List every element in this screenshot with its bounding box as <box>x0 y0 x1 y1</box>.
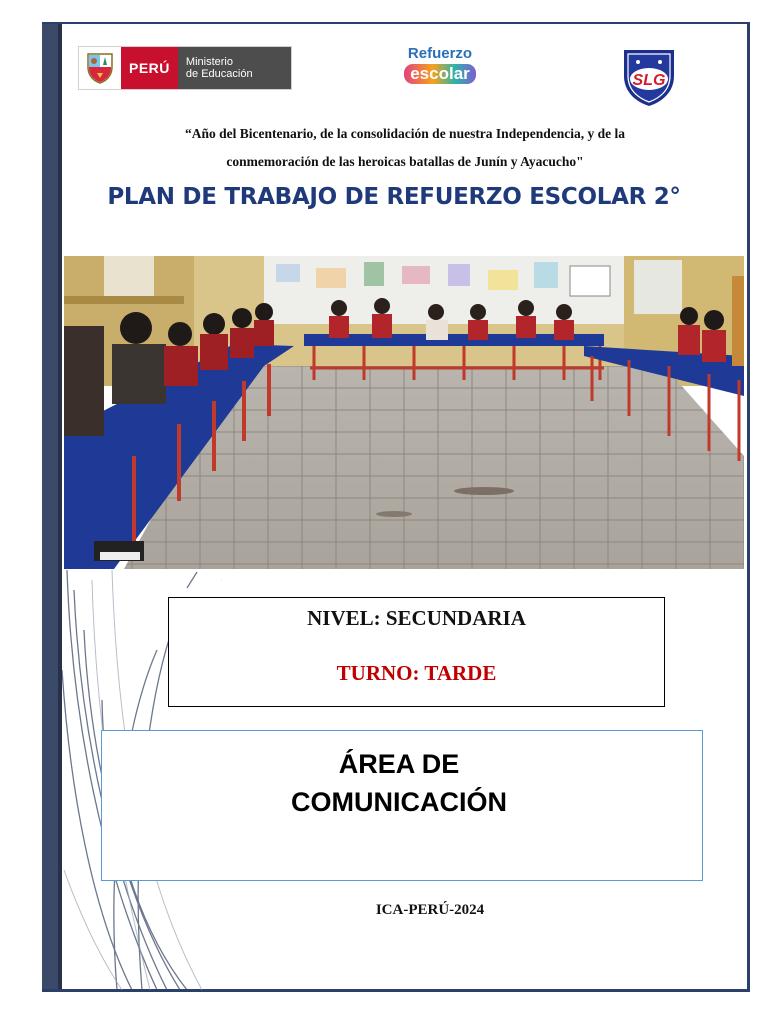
motto-line-2: conmemoración de las heroicas batallas de Junín y Ayacucho" <box>226 154 584 169</box>
refuerzo-logo-top: Refuerzo <box>407 45 473 62</box>
peru-shield-icon <box>79 47 121 89</box>
page-title: PLAN DE TRABAJO DE REFUERZO ESCOLAR 2° <box>107 184 681 210</box>
level-label: NIVEL: SECUNDARIA <box>307 606 526 630</box>
turno-label: TURNO: TARDE <box>336 661 497 685</box>
refuerzo-escolar-logo <box>394 46 486 88</box>
ministry-name <box>178 47 291 89</box>
refuerzo-logo-bottom: escolar <box>404 64 476 84</box>
classroom-photo <box>64 256 744 569</box>
footer-place-year: ICA-PERÚ-2024 <box>375 902 485 918</box>
area-line-1: ÁREA DE <box>338 749 460 779</box>
area-box <box>101 730 703 881</box>
motto-line-1: “Año del Bicentenario, de la consolidación de nuestra Independencia, y de la <box>185 126 625 141</box>
area-line-2: COMUNICACIÓN <box>291 787 507 817</box>
ministry-line1: Ministerio <box>185 56 233 68</box>
school-crest-icon <box>618 46 680 108</box>
ministry-line2: de Educación <box>185 68 253 80</box>
school-logo-letters: SLG <box>632 72 666 89</box>
area-title <box>96 745 702 821</box>
level-box <box>168 597 665 707</box>
minedu-logo <box>78 46 292 90</box>
peru-label: PERÚ <box>121 47 178 89</box>
